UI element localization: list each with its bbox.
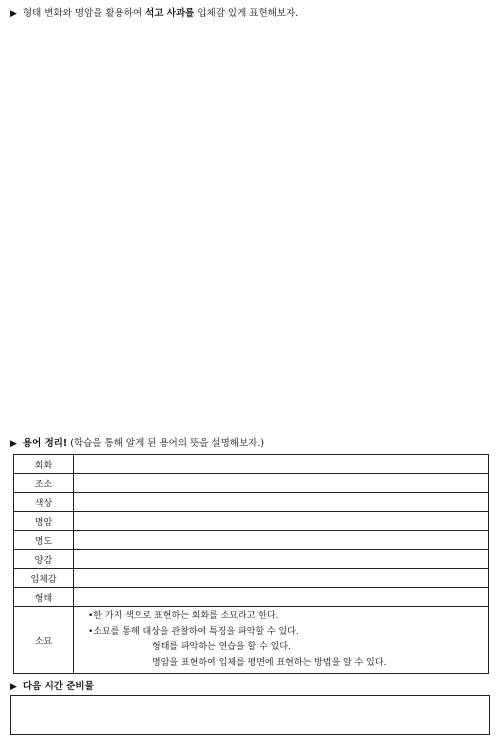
glossary-heading-bold: 용어 정리! <box>22 438 68 449</box>
table-row <box>14 550 489 569</box>
definition-note: 명암을 표현하여 입체를 평면에 표현하는 방법을 알 수 있다. <box>152 657 387 668</box>
term-label: 명도 <box>14 531 74 550</box>
drawing-area[interactable] <box>10 22 490 430</box>
table-row <box>14 607 489 674</box>
definition-cell[interactable] <box>74 531 489 550</box>
triangle-bullet-icon: ▶ <box>10 682 17 692</box>
drawing-instruction <box>10 5 298 19</box>
term-label: 양감 <box>14 550 74 569</box>
definition-cell[interactable] <box>74 455 489 474</box>
table-row <box>14 569 489 588</box>
term-label: 명암 <box>14 512 74 531</box>
definition-cell[interactable] <box>74 512 489 531</box>
glossary-table <box>13 454 489 674</box>
definition-note: •소묘를 통해 대상을 관찰하여 특징을 파악할 수 있다. <box>88 626 299 637</box>
definition-cell[interactable] <box>74 588 489 607</box>
term-label: 조소 <box>14 474 74 493</box>
glossary-heading-text: (학습을 통해 알게 된 용어의 뜻을 설명해보자.) <box>67 438 265 449</box>
term-label: 색상 <box>14 493 74 512</box>
definition-cell[interactable] <box>74 550 489 569</box>
term-label: 소묘 <box>14 607 74 674</box>
definition-cell[interactable] <box>74 493 489 512</box>
table-row <box>14 455 489 474</box>
table-row <box>14 493 489 512</box>
definition-cell[interactable] <box>74 474 489 493</box>
table-row <box>14 531 489 550</box>
table-row <box>14 474 489 493</box>
definition-note: •한 가지 색으로 표현하는 회화를 소묘라고 한다. <box>88 611 279 621</box>
materials-box[interactable] <box>10 695 490 735</box>
triangle-bullet-icon: ▶ <box>10 439 17 449</box>
instruction-text-pre: 형태 변화와 명암을 활용하여 <box>22 8 146 19</box>
triangle-bullet-icon: ▶ <box>10 9 17 19</box>
next-class-heading <box>10 678 94 692</box>
definition-cell[interactable] <box>74 569 489 588</box>
next-class-heading-text: 다음 시간 준비물 <box>22 681 94 692</box>
definition-cell-filled[interactable] <box>74 607 489 674</box>
instruction-text-highlight: 석고 사과를 <box>145 8 195 19</box>
term-label: 입체감 <box>14 569 74 588</box>
term-label: 회화 <box>14 455 74 474</box>
instruction-text-post: 입체감 있게 표현해보자. <box>194 8 299 19</box>
glossary-heading <box>10 435 264 449</box>
term-label: 형태 <box>14 588 74 607</box>
definition-note: 형태를 파악하는 연습을 할 수 있다. <box>152 642 291 652</box>
table-row <box>14 588 489 607</box>
table-row <box>14 512 489 531</box>
